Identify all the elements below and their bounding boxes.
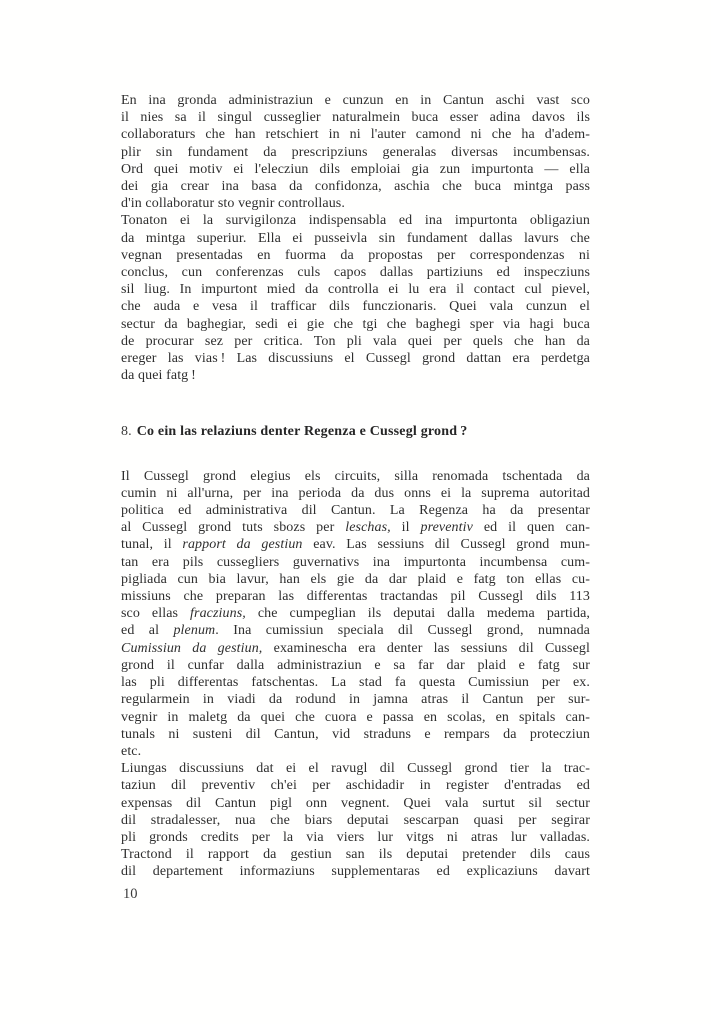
text-line — [121, 247, 590, 264]
text-line — [121, 230, 590, 247]
text-line — [121, 777, 590, 794]
text-segment: pigliada cun bia lavur, han els gie da dar plaid e fatg ton ellas cu- — [121, 571, 590, 587]
text-segment: cumin ni all'urna, per ina perioda da dus onns ei la suprema autoritad — [121, 485, 590, 501]
text-line — [121, 605, 590, 622]
text-line — [121, 674, 590, 691]
text-segment: dei gia crear ina basa da confidonza, aschia che buca mintga pass — [121, 179, 590, 195]
text-segment: examinescha era denter las sessiuns dil Cussegl — [262, 640, 591, 656]
text-segment: ereger las vias ! Las discussiuns el Cussegl grond dattan era perdetga — [121, 351, 590, 367]
text-segment: tan era pils cussegliers guvernativs ina impurtonta incumbensa cum- — [121, 554, 590, 570]
section-heading — [121, 423, 590, 440]
text-segment: dil stradalesser, nua che biars deputai sescarpan quasi per segirar — [121, 812, 590, 828]
text-segment: Tonaton ei la survigilonza indispensabla ed ina impurtonta obligaziun — [121, 213, 590, 229]
text-segment: Tractond il rapport da gestiun san ils deputai pretender dils caus — [121, 847, 590, 863]
text-segment: dil departement informaziuns supplementaras ed explicaziuns davart — [121, 864, 590, 880]
text-line — [121, 264, 590, 281]
text-segment: pli gronds credits per la via viers lur vitgs ni atras lur valladas. — [121, 829, 590, 845]
body-after-heading — [121, 468, 590, 881]
text-line — [121, 588, 590, 605]
page-number: 10 — [123, 886, 138, 902]
text-segment: vegnir in maletg da quei che cuora e passa en scolas, en spitals can- — [121, 709, 590, 725]
text-segment: ed al — [121, 623, 174, 639]
text-line — [121, 367, 590, 384]
text-segment: tunal, il — [121, 537, 183, 553]
text-line — [121, 709, 590, 726]
text-segment: sil liug. In impurtont mied da controlla ei lu era il contact cul pievel, — [121, 282, 590, 298]
text-segment: regularmein in viadi da rodund in jamna atras il Cantun per sur- — [121, 692, 590, 708]
text-segment: ed il quen can- — [472, 520, 590, 536]
text-segment: . Ina cumissiun speciala dil Cussegl grond, numnada — [215, 623, 590, 639]
text-line — [121, 829, 590, 846]
text-line — [121, 316, 590, 333]
text-segment: politica ed administrativa dil Cantun. La Regenza ha da presentar — [121, 503, 590, 519]
section-number: 8. — [121, 424, 132, 440]
text-line — [121, 743, 590, 760]
text-line — [121, 212, 590, 229]
text-line — [121, 640, 590, 657]
paragraph — [121, 760, 590, 880]
text-segment: d'in collaboratur sto vegnir controllaus. — [121, 196, 345, 212]
text-segment: vegnan presentadas en fuorma da propostas per correspondenzas ni — [121, 247, 590, 263]
text-line — [121, 126, 590, 143]
text-segment: Liungas discussiuns dat ei el ravugl dil Cussegl grond tier la trac- — [121, 761, 590, 777]
text-segment: al Cussegl grond tuts sbozs per — [121, 520, 346, 536]
text-line — [121, 485, 590, 502]
italic-text: rapport da gestiun — [182, 537, 303, 553]
text-line — [121, 622, 590, 639]
text-line — [121, 502, 590, 519]
text-line — [121, 92, 590, 109]
text-segment: sco ellas — [121, 606, 191, 622]
text-segment: conclus, cun conferenzas culs capos dallas partiziuns ed inspecziuns — [121, 265, 590, 281]
text-block — [121, 92, 590, 881]
text-segment: che auda e vesa il trafficar dils funczionaris. Quei vala cunzun el — [121, 299, 590, 315]
text-line — [121, 795, 590, 812]
text-segment: eav. Las sessiuns dil Cussegl grond mun- — [302, 537, 591, 553]
paragraph — [121, 92, 590, 212]
text-segment: tunals ni susteni dil Cantun, vid straduns e rempars da protecziun — [121, 726, 590, 742]
italic-text: fracziuns, — [190, 606, 246, 622]
text-line — [121, 281, 590, 298]
text-segment: da quei fatg ! — [121, 368, 196, 384]
text-segment: grond il cunfar dalla administraziun e sa far dar plaid e fatg sur — [121, 657, 590, 673]
text-line — [121, 657, 590, 674]
text-segment: missiuns che preparan las differentas tractandas pil Cussegl dils 113 — [121, 589, 590, 605]
text-line — [121, 298, 590, 315]
text-line — [121, 468, 590, 485]
text-line — [121, 812, 590, 829]
paragraph — [121, 468, 590, 760]
text-segment: il nies sa il singul cusseglier naturalmein buca esser adina davos ils — [121, 110, 590, 126]
text-line — [121, 195, 590, 212]
text-segment: de procurar sez per critica. Ton pli vala quei per quels che han da — [121, 333, 590, 349]
text-segment: plir sin fundament da prescripziuns generalas diversas incumbensas. — [121, 144, 590, 160]
text-segment: il — [390, 520, 421, 536]
text-segment: da mintga superiur. Ella ei pusseivla sin fundament dallas lavurs che — [121, 230, 590, 246]
text-line — [121, 350, 590, 367]
text-line — [121, 536, 590, 553]
paragraph — [121, 212, 590, 384]
text-segment: expensas dil Cantun pigl onn vegnent. Quei vala surtut sil sectur — [121, 795, 590, 811]
text-line — [121, 178, 590, 195]
italic-text: Cumissiun da gestiun, — [121, 640, 263, 656]
italic-text: leschas, — [345, 520, 391, 536]
text-line — [121, 333, 590, 350]
text-line — [121, 554, 590, 571]
body-before-heading — [121, 92, 590, 384]
text-segment: collaboraturs che han retschiert in ni l'auter camond ni che ha d'adem- — [121, 127, 590, 143]
text-line — [121, 846, 590, 863]
text-line — [121, 691, 590, 708]
text-line — [121, 760, 590, 777]
section-title: Co ein las relaziuns denter Regenza e Cussegl grond ? — [136, 424, 468, 440]
text-line — [121, 109, 590, 126]
text-segment: En ina gronda administraziun e cunzun en in Cantun aschi vast sco — [121, 93, 590, 108]
text-segment: che cumpeglian ils deputai dalla medema partida, — [245, 606, 590, 622]
text-line — [121, 144, 590, 161]
text-line — [121, 161, 590, 178]
text-segment: Il Cussegl grond elegius els circuits, silla renomada tschentada da — [121, 468, 590, 484]
text-line — [121, 726, 590, 743]
text-line — [121, 571, 590, 588]
text-segment: las pli differentas fatschentas. La stad fa questa Cumissiun per ex. — [121, 675, 590, 691]
text-line — [121, 863, 590, 880]
text-segment: Ord quei motiv ei l'elecziun dils emploiai gia zun impurtonta — ella — [121, 161, 590, 177]
text-segment: sectur da baghegiar, sedi ei gie che tgi che baghegi sper via hagi buca — [121, 316, 590, 332]
italic-text: preventiv — [420, 520, 473, 536]
text-segment: taziun dil preventiv ch'ei per aschidadir in register d'entradas ed — [121, 778, 590, 794]
text-segment: etc. — [121, 743, 142, 759]
italic-text: plenum — [173, 623, 216, 639]
text-line — [121, 519, 590, 536]
